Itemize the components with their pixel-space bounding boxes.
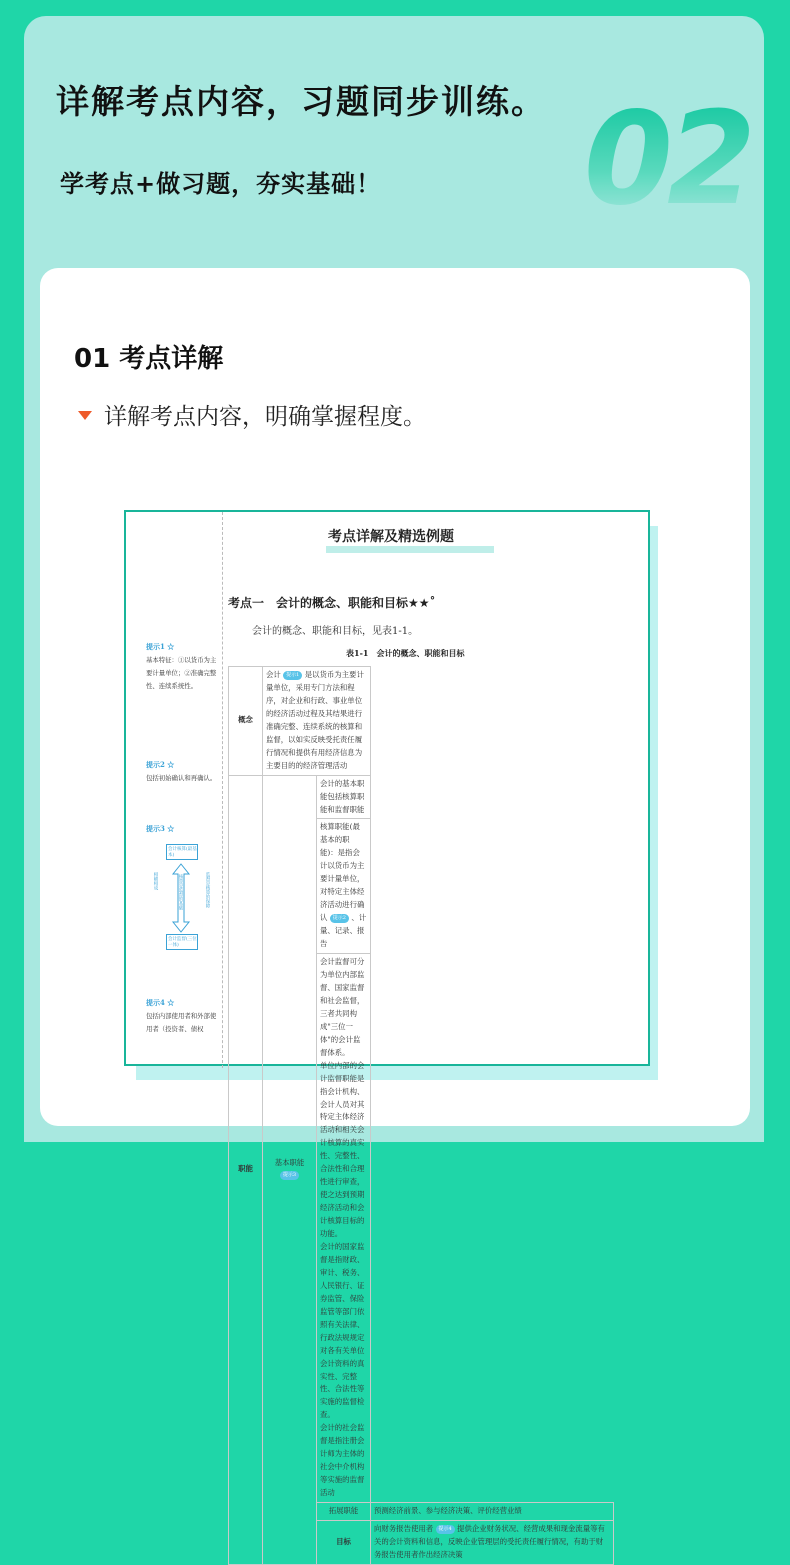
diagram-label: 会计核算(最基本) bbox=[168, 847, 197, 859]
table-row bbox=[229, 775, 614, 819]
cell-text: 是以货币为主要计量单位，采用专门方法和程序，对企业和行政、事业单位的经济活动过程及其结果进行准确完整、连续系统的核算和监督，以如实反映受托责任履行情况和提供有用经济信息为主要目的的经济管理活动 bbox=[266, 670, 364, 770]
cell-text: 会计 bbox=[266, 670, 281, 679]
table-row bbox=[229, 667, 614, 776]
table-cell bbox=[263, 667, 371, 776]
section-title: 01 考点详解 bbox=[74, 344, 224, 374]
concept-table bbox=[228, 666, 614, 1565]
margin-divider bbox=[222, 512, 223, 1068]
cell-text: 会计的社会监督是指注册会计师为主体的社会中介机构等实施的监督活动 bbox=[320, 1423, 365, 1498]
row-label: 职能 bbox=[229, 775, 263, 1564]
table-cell: 预测经济前景、参与经济决策、评价经营业绩 bbox=[371, 1503, 614, 1521]
knowledge-point-title: 考点一 会计的概念、职能和目标★★˚ bbox=[228, 596, 436, 610]
table-cell bbox=[317, 819, 371, 954]
sub-label: 拓展职能 bbox=[317, 1503, 371, 1521]
tip-tag: 提示2 bbox=[330, 914, 349, 923]
table-cell: 会计的基本职能包括核算职能和监督职能 bbox=[317, 775, 371, 819]
subheadline: 学考点+做习题，夯实基础！ bbox=[60, 170, 382, 198]
cell-text: 提供企业财务状况、经营成果和现金流量等有关的会计资料和信息，反映企业管理层的受托责任履行情况，有助于财务报告使用者作出经济决策 bbox=[374, 1524, 605, 1559]
tip-body: 包括初始确认和再确认。 bbox=[146, 774, 217, 782]
title-highlight bbox=[326, 546, 494, 553]
row-label: 目标 bbox=[317, 1521, 371, 1565]
tip-heading: 提示2 ☆ bbox=[146, 760, 175, 769]
cell-text: 核算职能(最基本的职能)：是指会计以货币为主要计量单位，对特定主体经济活动进行确认 bbox=[320, 822, 365, 923]
tip-heading: 提示1 ☆ bbox=[146, 642, 175, 651]
headline: 详解考点内容，习题同步训练。 bbox=[56, 82, 546, 121]
section-number: 02 bbox=[583, 85, 750, 234]
table-cell bbox=[371, 1521, 614, 1565]
cell-text: 单位内部的会计监督职能是指会计机构、会计人员对其特定主体经济活动和相关会计核算的真实性、完整性、合法性和合理性进行审查，使之达到预期经济活动和会计核算目标的功能。 bbox=[320, 1060, 365, 1239]
tip-heading: 提示3 ☆ bbox=[146, 824, 175, 833]
sub-label bbox=[263, 775, 317, 1564]
margin-tip-4 bbox=[146, 996, 218, 1036]
cell-text: 会计的国家监督是指财政、审计、税务、人民银行、证券监管、保险监管等部门依照有关法律、行政法规规定对各有关单位会计资料的真实性、完整性、合法性等实施的监督检查。 bbox=[320, 1241, 365, 1420]
diagram-label: 相辅相成 bbox=[153, 872, 158, 890]
tip-body: 包括内部使用者和外部使用者（投资者、债权 bbox=[146, 1012, 217, 1033]
promo-panel bbox=[24, 16, 764, 1559]
bullet-point bbox=[78, 398, 426, 431]
margin-tip-1 bbox=[146, 640, 218, 692]
book-page-title: 考点详解及精选例题 bbox=[328, 529, 454, 545]
sub-label-text: 基本职能 bbox=[274, 1157, 305, 1167]
cell-text: 会计监督可分为单位内部监督、国家监督和社会监督，三者共同构成"三位一体"的会计监督体系。 bbox=[320, 957, 365, 1057]
bullet-text: 详解考点内容，明确掌握程度。 bbox=[104, 404, 426, 430]
diagram-label: 监督是核算的保障 bbox=[205, 872, 210, 908]
diagram-label: 核算是监督的基础 bbox=[178, 874, 183, 910]
triangle-bullet-icon bbox=[78, 411, 92, 420]
tip-tag: 提示4 bbox=[436, 1525, 455, 1534]
diagram-label: 会计监督(三位一体) bbox=[168, 937, 197, 949]
book-page-preview bbox=[124, 510, 650, 1559]
tip-tag: 提示1 bbox=[283, 671, 302, 680]
table-caption: 表1-1 会计的概念、职能和目标 bbox=[346, 648, 465, 658]
margin-tip-3 bbox=[146, 822, 218, 836]
content-card bbox=[40, 268, 750, 1559]
cell-text: 向财务报告使用者 bbox=[374, 1524, 434, 1533]
cell-text: 、计量、记录、报告 bbox=[320, 913, 367, 949]
function-diagram bbox=[150, 844, 212, 952]
tip-tag: 提示3 bbox=[280, 1171, 299, 1180]
tip-heading: 提示4 ☆ bbox=[146, 998, 175, 1007]
row-label: 概念 bbox=[229, 667, 263, 776]
knowledge-point-intro: 会计的概念、职能和目标，见表1-1。 bbox=[252, 626, 419, 637]
tip-body: 基本特征：①以货币为主要计量单位；②准确完整性、连续系统性。 bbox=[146, 656, 217, 690]
table-cell bbox=[317, 954, 371, 1503]
margin-tip-2 bbox=[146, 758, 218, 785]
